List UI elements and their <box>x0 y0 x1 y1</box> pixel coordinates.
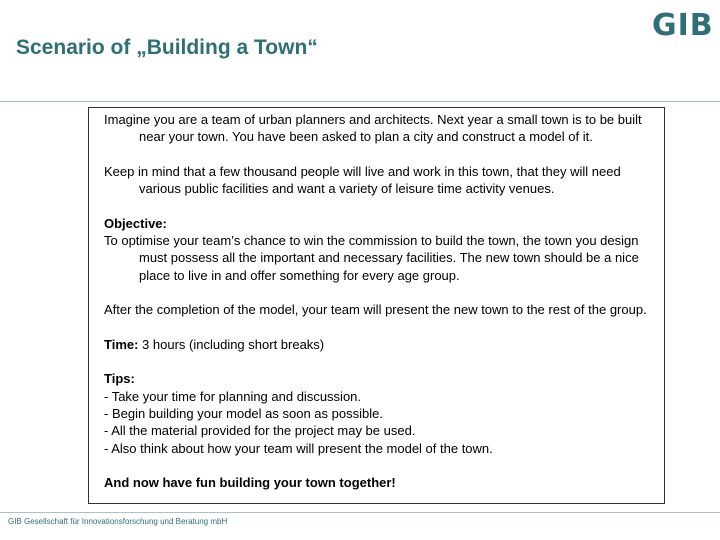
tip-item: - Take your time for planning and discussion. <box>104 388 362 404</box>
tip-item: - Begin building your model as soon as possible. <box>104 406 383 422</box>
time-label: Time: <box>104 336 139 352</box>
footer-text: GIB Gesellschaft für Innovationsforschung und Beratung mbH <box>8 517 228 526</box>
scenario-text <box>104 111 662 492</box>
tips-heading: Tips: <box>104 371 135 387</box>
time-value: 3 hours (including short breaks) <box>138 336 325 352</box>
presentation-paragraph: After the completion of the model, your team will present the new town to the rest of the group. <box>104 302 647 318</box>
intro-paragraph-2: Keep in mind that a few thousand people will live and work in this town, that they will need various public facilities and want a variety of leisure time activity venues. <box>104 163 621 197</box>
tip-item: - All the material provided for the project may be used. <box>104 423 416 439</box>
footer-divider <box>0 512 720 513</box>
header-divider <box>0 101 720 102</box>
intro-paragraph-1: Imagine you are a team of urban planners and architects. Next year a small town is to be built near your town. You have been asked to plan a city and construct a model of it. <box>104 112 642 145</box>
time-line <box>104 336 662 353</box>
closing-line: And now have fun building your town together! <box>104 475 396 491</box>
objective-paragraph: To optimise your team’s chance to win the commission to build the town, the town you design must possess all the important and necessary facilities. The new town should be a nice place to live in and offer something for every age group. <box>104 233 639 283</box>
slide-title: Scenario of „Building a Town“ <box>16 36 318 59</box>
gib-logo: GIB <box>652 8 714 43</box>
objective-heading: Objective: <box>104 215 167 231</box>
tip-item: - Also think about how your team will present the model of the town. <box>104 440 493 456</box>
